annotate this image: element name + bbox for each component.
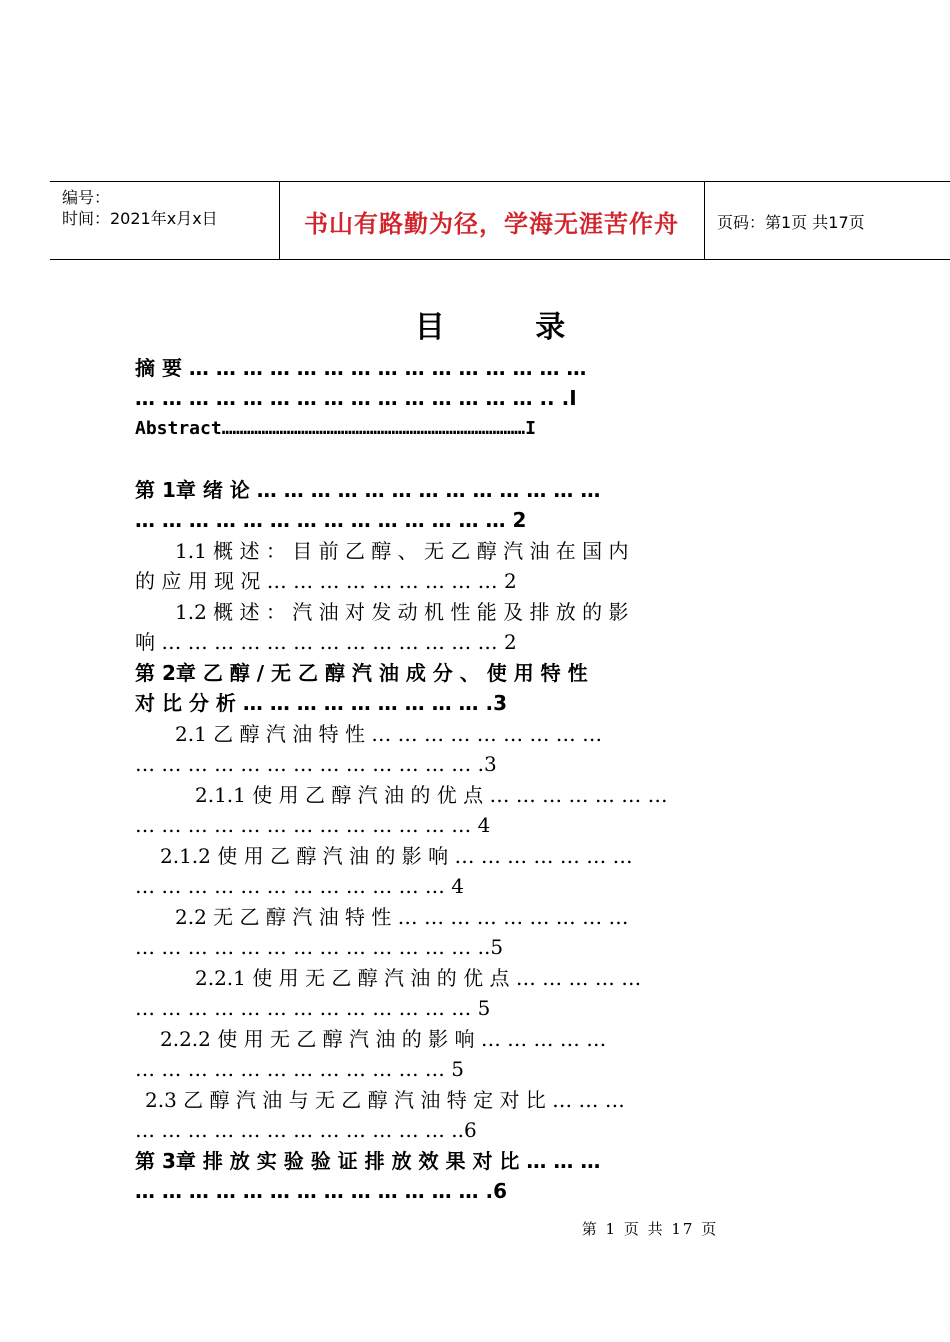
toc-line: … … … … … … … … … … … … 5: [135, 1057, 465, 1081]
toc-line: 2.2 无 乙 醇 汽 油 特 性 … … … … … … … … …: [175, 905, 629, 929]
toc-line: 第 1章 绪 论 … … … … … … … … … … … … …: [135, 478, 601, 502]
toc-entry-chapter-2-cont: [135, 688, 849, 718]
toc-entry-chapter-2[interactable]: [135, 658, 849, 688]
toc-entry-1-2-cont: [135, 627, 849, 657]
toc-entry-1-1-cont: [135, 566, 849, 596]
toc-entry-abstract-cn-cont: [135, 383, 849, 413]
toc-entry-chapter-3[interactable]: [135, 1146, 849, 1176]
header-info-cell: [50, 182, 280, 259]
toc-line: 第 3章 排 放 实 验 验 证 排 放 效 果 对 比 … … …: [135, 1149, 601, 1173]
toc-line: … … … … … … … … … … … … … 5: [135, 996, 491, 1020]
toc-line: 的 应 用 现 况 … … … … … … … … … 2: [135, 569, 517, 593]
toc-line: 2.1.1 使 用 乙 醇 汽 油 的 优 点 … … … … … … …: [195, 783, 668, 807]
toc-entry-2-2[interactable]: [135, 902, 849, 932]
toc-line: 1.2 概 述 ： 汽 油 对 发 动 机 性 能 及 排 放 的 影: [175, 600, 629, 624]
toc-entry-2-1-2-cont: [135, 871, 849, 901]
toc-line: … … … … … … … … … … … … … … … .. .I: [135, 386, 577, 410]
toc-line: 摘 要 … … … … … … … … … … … … … … …: [135, 356, 587, 380]
toc-line: 第 2章 乙 醇 / 无 乙 醇 汽 油 成 分 、 使 用 特 性: [135, 661, 588, 685]
toc-entry-2-2-2-cont: [135, 1054, 849, 1084]
toc-line: … … … … … … … … … … … … … … 2: [135, 508, 527, 532]
motto: 书山有路勤为径，学海无涯苦作舟: [304, 210, 679, 238]
time-label: 时间：2021年x月x日: [62, 209, 218, 228]
toc-line: … … … … … … … … … … … … … 4: [135, 813, 491, 837]
toc-line: … … … … … … … … … … … … … .6: [135, 1179, 508, 1203]
toc-entry-chapter-1-cont: [135, 505, 849, 535]
toc-entry-2-2-1[interactable]: [135, 963, 849, 993]
document-header: [50, 181, 950, 260]
toc-line: 2.1 乙 醇 汽 油 特 性 … … … … … … … … …: [175, 722, 603, 746]
toc-entry-chapter-1[interactable]: [135, 475, 849, 505]
toc-entry-1-2[interactable]: [135, 597, 849, 627]
header-page-cell: [705, 182, 950, 259]
toc-line: … … … … … … … … … … … … ..6: [135, 1118, 477, 1142]
toc-line: … … … … … … … … … … … … 4: [135, 874, 465, 898]
toc-entry-2-1-1[interactable]: [135, 780, 849, 810]
page-label: 页码：第1页 共17页: [717, 213, 865, 232]
toc-entry-2-2-cont: [135, 932, 849, 962]
toc-line: 2.1.2 使 用 乙 醇 汽 油 的 影 响 … … … … … … …: [160, 844, 633, 868]
toc-line: 对 比 分 析 … … … … … … … … … .3: [135, 691, 508, 715]
toc-entry-2-1-cont: [135, 749, 849, 779]
toc-line: Abstract…………………………………………………………………………I: [135, 418, 536, 439]
toc-entry-2-3-cont: [135, 1115, 849, 1145]
toc-entry-2-2-2[interactable]: [135, 1024, 849, 1054]
header-motto-cell: [279, 182, 705, 259]
toc-entry-chapter-3-cont: [135, 1176, 849, 1206]
toc-line: … … … … … … … … … … … … … ..5: [135, 935, 504, 959]
toc-line: 2.2.1 使 用 无 乙 醇 汽 油 的 优 点 … … … … …: [195, 966, 642, 990]
toc-entry-1-1[interactable]: [135, 536, 849, 566]
toc-line: 2.3 乙 醇 汽 油 与 无 乙 醇 汽 油 特 定 对 比 … … …: [145, 1088, 625, 1112]
toc-line: … … … … … … … … … … … … … .3: [135, 752, 497, 776]
toc-entry-2-1-1-cont: [135, 810, 849, 840]
toc-entry-2-2-1-cont: [135, 993, 849, 1023]
number-label: 编号：: [62, 188, 111, 207]
toc-line: 响 … … … … … … … … … … … … … 2: [135, 630, 517, 654]
page-footer: 第 1 页 共 17 页: [581, 1220, 719, 1238]
toc-line: 1.1 概 述 ： 目 前 乙 醇 、 无 乙 醇 汽 油 在 国 内: [175, 539, 629, 563]
toc-entry-2-1-2[interactable]: [135, 841, 849, 871]
toc-line: 2.2.2 使 用 无 乙 醇 汽 油 的 影 响 … … … … …: [160, 1027, 607, 1051]
toc-entry-2-3[interactable]: [135, 1085, 849, 1115]
toc-entry-2-1[interactable]: [135, 719, 849, 749]
toc-entry-abstract-en[interactable]: [135, 414, 849, 444]
toc-entry-abstract-cn[interactable]: [135, 353, 849, 383]
page-title: 目 录: [414, 310, 606, 345]
